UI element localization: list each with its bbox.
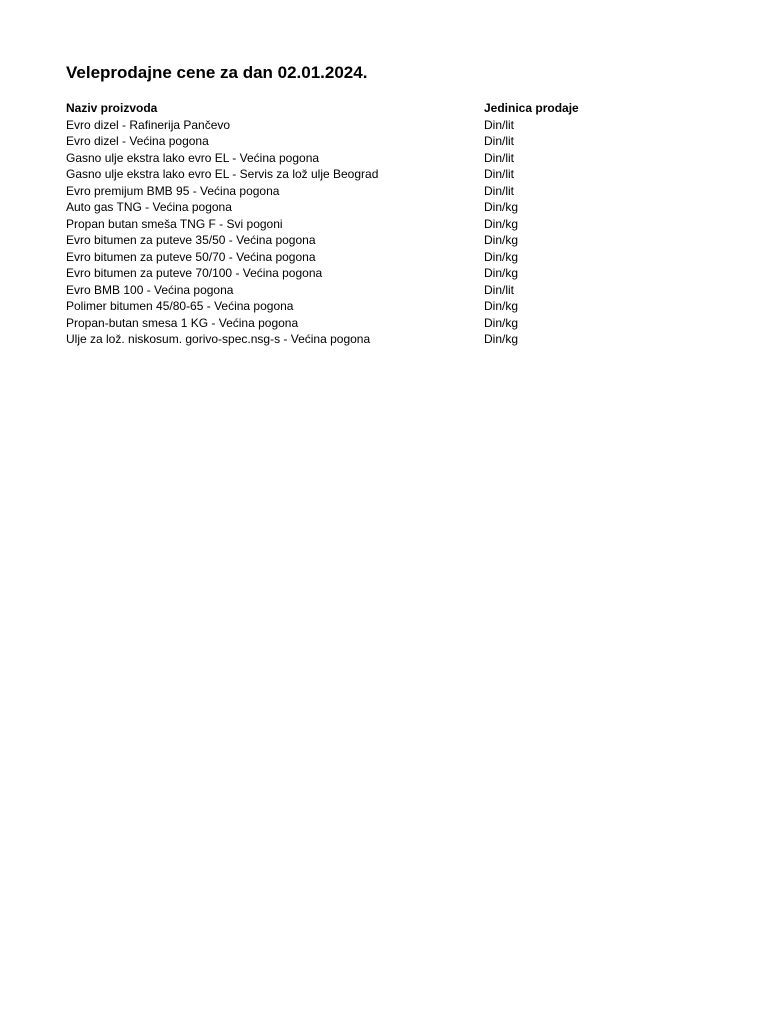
document-page [66,60,706,348]
product-name-cell: Propan butan smeša TNG F - Svi pogoni [66,216,283,231]
unit-cell: Din/kg [484,249,519,264]
unit-cell: Din/lit [484,134,515,148]
unit-cell: Din/kg [484,266,519,280]
product-name-cell: Gasno ulje ekstra lako evro EL - Većina pogona [66,150,320,165]
product-name-cell: Evro bitumen za puteve 35/50 - Većina pogona [66,233,316,247]
column-header-unit: Jedinica prodaje [484,101,579,115]
table-row [66,249,604,266]
table-row [66,199,604,216]
product-name-cell: Evro bitumen za puteve 70/100 - Većina pogona [66,266,323,280]
product-name-cell: Evro premijum BMB 95 - Većina pogona [66,183,280,198]
product-name-cell: Evro BMB 100 - Većina pogona [66,282,234,297]
table-header-row [66,100,604,117]
table-row [66,133,604,150]
table-row [66,315,604,332]
unit-cell: Din/lit [484,183,515,198]
table-row [66,232,604,249]
table-row [66,265,604,282]
price-table [66,100,604,348]
column-header-name: Naziv proizvoda [66,101,158,115]
unit-cell: Din/lit [484,282,515,297]
unit-cell: Din/kg [484,332,519,346]
product-name-cell: Evro dizel - Većina pogona [66,134,209,148]
table-row [66,216,604,233]
product-name-cell: Polimer bitumen 45/80-65 - Većina pogona [66,299,294,313]
table-row [66,150,604,167]
unit-cell: Din/kg [484,216,519,231]
table-row [66,298,604,315]
product-name-cell: Propan-butan smesa 1 KG - Većina pogona [66,315,299,330]
table-row [66,282,604,299]
table-body [66,117,604,348]
product-name-cell: Auto gas TNG - Većina pogona [66,200,232,214]
unit-cell: Din/lit [484,150,515,165]
page-title: Veleprodajne cene za dan 02.01.2024. [66,63,368,82]
table-row [66,331,604,348]
table-row [66,183,604,200]
unit-cell: Din/kg [484,200,519,214]
product-name-cell: Ulje za lož. niskosum. gorivo-spec.nsg-s - Većina pogona [66,332,371,346]
product-name-cell: Evro dizel - Rafinerija Pančevo [66,117,231,132]
unit-cell: Din/kg [484,233,519,247]
unit-cell: Din/kg [484,315,519,330]
unit-cell: Din/kg [484,299,519,313]
product-name-cell: Gasno ulje ekstra lako evro EL - Servis za lož ulje Beograd [66,167,379,181]
table-row [66,117,604,134]
table-row [66,166,604,183]
product-name-cell: Evro bitumen za puteve 50/70 - Većina pogona [66,249,316,264]
table-header [66,100,604,117]
unit-cell: Din/lit [484,117,515,132]
unit-cell: Din/lit [484,167,515,181]
